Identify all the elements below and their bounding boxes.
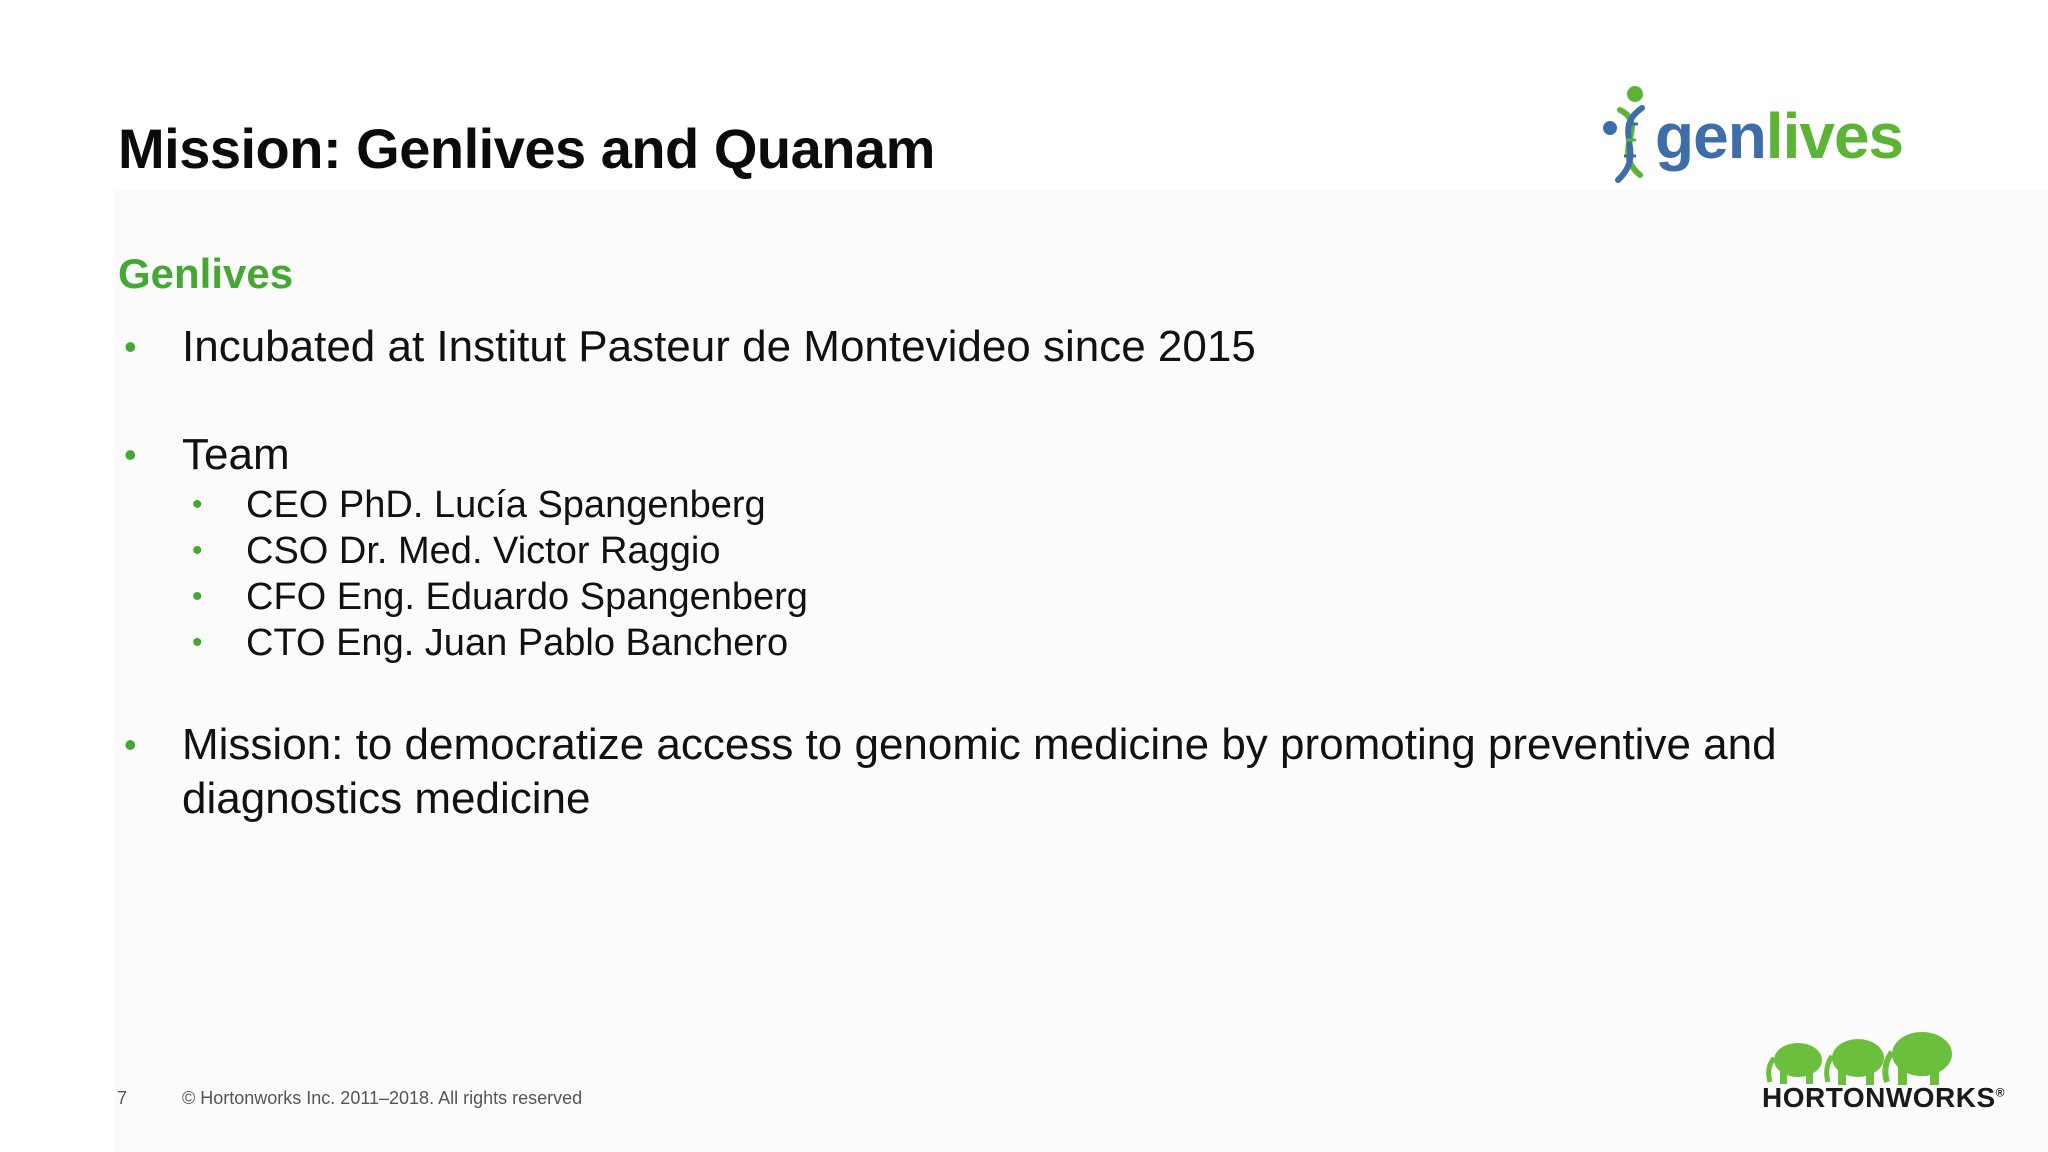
bullet-dot-icon: • [192,534,203,567]
team-member-text: CFO Eng. Eduardo Spangenberg [246,576,808,618]
bullet-item [124,718,1902,826]
hortonworks-logo-text: HORTONWORKS [1762,1082,1996,1113]
bullet-dot-icon: • [124,326,137,367]
bullet-item [124,428,290,482]
genlives-logo [1655,100,1904,172]
team-member [192,528,721,574]
team-member-text: CTO Eng. Juan Pablo Banchero [246,622,789,664]
team-member-text: CSO Dr. Med. Victor Raggio [246,530,721,572]
bullet-text: Team [182,430,290,479]
slide-title: Mission: Genlives and Quanam [118,117,935,180]
bullet-dot-icon: • [192,580,203,613]
bullet-dot-icon: • [124,434,137,475]
registered-mark: ® [1995,1085,2005,1100]
genlives-logo-part1: gen [1655,100,1766,172]
team-member [192,574,808,620]
page-number: 7 [117,1088,128,1108]
team-member [192,620,789,666]
bullet-text: Incubated at Institut Pasteur de Montevideo since 2015 [182,322,1256,371]
bullet-dot-icon: • [124,724,137,765]
genlives-logo-part2: lives [1765,100,1904,172]
hortonworks-logo [1762,1082,2005,1114]
section-heading: Genlives [118,250,294,297]
team-member [192,482,766,528]
team-member-text: CEO PhD. Lucía Spangenberg [246,484,766,526]
bullet-dot-icon: • [192,488,203,521]
copyright-text: © Hortonworks Inc. 2011–2018. All rights reserved [182,1088,583,1108]
bullet-dot-icon: • [192,626,203,659]
bullet-item [124,320,1256,374]
bullet-text: Mission: to democratize access to genomic medicine by promoting preventive and diagnostics medicine [182,720,1777,823]
